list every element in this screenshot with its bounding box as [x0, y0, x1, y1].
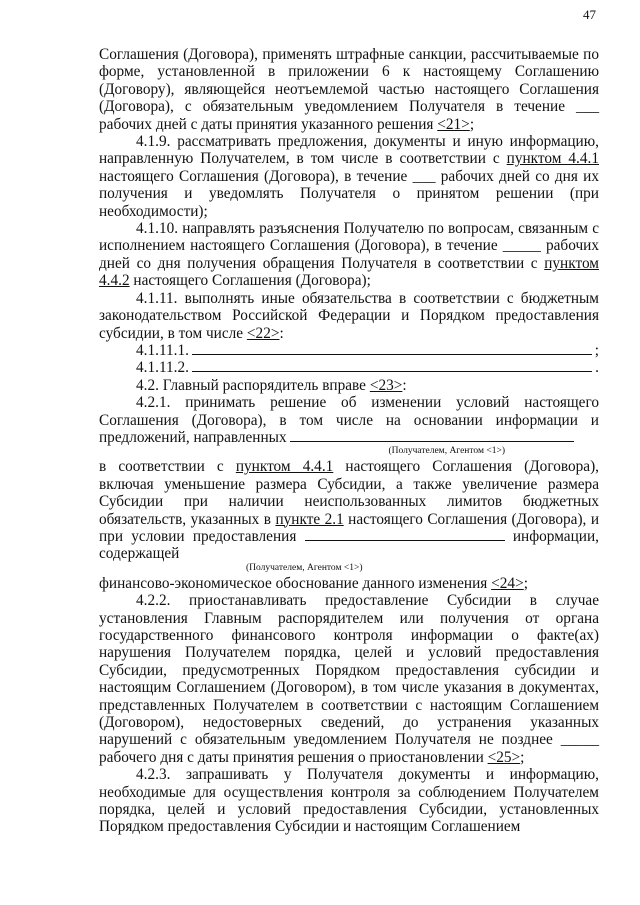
paragraph-4-2-1: 4.2.1. принимать решение об изменении условий настоящего Соглашения (Договора), в том числе на основании информации и предложений, направленных — [99, 394, 599, 446]
item-4-1-11-2: 4.1.11.2. . — [136, 359, 599, 377]
footnote-ref-24[interactable]: <24> — [491, 574, 524, 592]
paragraph-4-2: 4.2. Главный распорядитель вправе <23>: — [136, 376, 407, 394]
paragraph-4-1-11: 4.1.11. выполнять иные обязательства в соответствии с бюджетным законодательством Российской Федерации и Порядком предоставления субсидии, в том числе <22>: — [99, 289, 599, 342]
hint-recipient-agent-2: (Получателем, Агентом <1>) — [246, 562, 363, 573]
hint-recipient-agent: (Получателем, Агентом <1>) — [388, 446, 505, 457]
footnote-ref-21[interactable]: <21> — [437, 115, 470, 133]
paragraph-4-2-3: 4.2.3. запрашивать у Получателя документы и информацию, необходимые для осуществления контроля за соблюдением Получателем порядка, целей и условий предоставления Субсидии, установленных Порядком предоставления Субсидии и настоящим Соглашением — [99, 766, 599, 836]
blank-line — [305, 528, 505, 541]
item-4-1-11-1: 4.1.11.1. ; — [136, 341, 599, 359]
link-point-4-4-1[interactable]: пунктом 4.4.1 — [506, 150, 599, 168]
footnote-ref-25[interactable]: <25> — [487, 748, 521, 766]
footnote-ref-23[interactable]: <23> — [369, 376, 403, 394]
document-body — [99, 46, 599, 836]
link-point-2-1[interactable]: пункте 2.1 — [275, 510, 344, 528]
paragraph-4-1-9: 4.1.9. рассматривать предложения, документы и иную информацию, направленную Получателем, в том числе в соответствии с пунктом 4.4.1 настоящего Соглашения (Договора), в течение ___ рабочих дней со дня их получения и уведомлять Получателя о принятом решении (при необходимости); — [99, 133, 599, 220]
blank-line — [192, 342, 592, 355]
paragraph-continuation: Соглашения (Договора), применять штрафные санкции, рассчитываемые по форме, установленной в приложении 6 к настоящему Соглашению (Договору), являющейся неотъемлемой частью настоящего Соглашения (Договора), с обязательным уведомлением Получателя в течение ___ рабочих дней с даты принятия указанного решения <21>; — [99, 46, 599, 133]
page-number: 47 — [583, 7, 596, 22]
paragraph-4-2-1-end: финансово-экономическое обоснование данного изменения <24>; — [99, 574, 528, 592]
link-point-4-4-2[interactable]: пунктом 4.4.2 — [99, 254, 599, 290]
paragraph-4-2-2: 4.2.2. приостанавливать предоставление Субсидии в случае установления Главным распорядителем или получения от органа государственного финансового контроля информации о факте(ах) нарушения Получателем порядка, целей и условий предоставления Субсидии, предусмотренных Порядком предоставления субсидии и настоящим Соглашением (Договором), в том числе указания в документах, представленных Получателем в соответствии с настоящим Соглашением (Договором), недостоверных сведений, до устранения указанных нарушений с обязательным уведомлением Получателя не позднее _____ рабочего дня с даты принятия решения о приостановлении <25>; — [99, 592, 599, 766]
blank-line — [192, 359, 592, 372]
paragraph-4-2-1-cont: в соответствии с пунктом 4.4.1 настоящего Соглашения (Договора), включая уменьшение размера Субсидии, а также увеличение размера Субсидии при наличии неиспользованных лимитов бюджетных обязательств, указанных в пункте 2.1 настоящего Соглашения (Договора), и при условии предоставления информации, содержащей — [99, 458, 600, 563]
paragraph-4-1-10: 4.1.10. направлять разъяснения Получателю по вопросам, связанным с исполнением настоящего Соглашения (Договора), в течение _____ рабочих дней со дня получения обращения Получателя в соответствии с пунктом 4.4.2 настоящего Соглашения (Договора); — [99, 220, 599, 290]
blank-line — [290, 429, 574, 442]
link-point-4-4-1-b[interactable]: пунктом 4.4.1 — [235, 458, 334, 476]
footnote-ref-22[interactable]: <22> — [246, 324, 280, 342]
